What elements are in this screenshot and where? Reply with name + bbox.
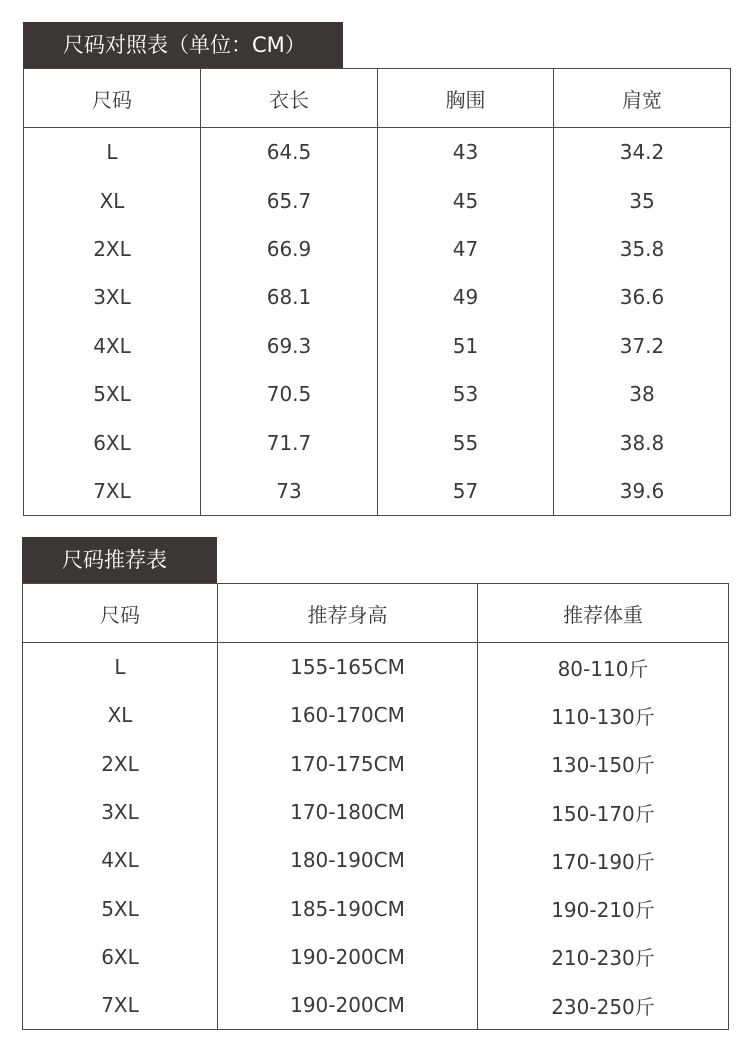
table-row [23, 933, 729, 981]
column-header: 尺码 [23, 584, 218, 643]
table-cell: 2XL [24, 225, 201, 273]
table-cell: 210-230斤 [478, 933, 729, 981]
table-header-row [23, 584, 729, 643]
table-cell: 66.9 [201, 225, 378, 273]
table-cell: 190-200CM [218, 981, 478, 1030]
table-cell: 36.6 [554, 273, 731, 321]
table-row [23, 884, 729, 932]
table-row [24, 273, 731, 321]
table-cell: 57 [378, 467, 554, 516]
table-cell: 160-170CM [218, 691, 478, 739]
table-cell: 6XL [23, 933, 218, 981]
size-chart-title: 尺码对照表（单位：CM） [23, 22, 343, 68]
table-cell: 4XL [23, 836, 218, 884]
table-cell: 170-175CM [218, 740, 478, 788]
column-header: 推荐体重 [478, 584, 729, 643]
table-header-row [24, 69, 731, 128]
table-cell: 45 [378, 176, 554, 224]
table-cell: 55 [378, 418, 554, 466]
table-cell: 5XL [23, 884, 218, 932]
table-row [23, 643, 729, 692]
table-row [23, 836, 729, 884]
table-cell: XL [24, 176, 201, 224]
table-row [23, 740, 729, 788]
column-header: 推荐身高 [218, 584, 478, 643]
table-row [23, 788, 729, 836]
recommend-chart-title: 尺码推荐表 [22, 537, 217, 583]
table-cell: 53 [378, 370, 554, 418]
table-row [24, 467, 731, 516]
table-cell: 69.3 [201, 322, 378, 370]
table-cell: 73 [201, 467, 378, 516]
table-cell: 110-130斤 [478, 691, 729, 739]
recommend-chart-table [22, 583, 729, 1030]
table-cell: 51 [378, 322, 554, 370]
table-cell: 43 [378, 128, 554, 177]
column-header: 尺码 [24, 69, 201, 128]
column-header: 肩宽 [554, 69, 731, 128]
table-cell: 180-190CM [218, 836, 478, 884]
table-row [24, 418, 731, 466]
table-cell: 80-110斤 [478, 643, 729, 692]
table-cell: 2XL [23, 740, 218, 788]
recommend-chart-body [23, 643, 729, 1030]
table-cell: 190-210斤 [478, 884, 729, 932]
table-row [24, 176, 731, 224]
table-cell: 37.2 [554, 322, 731, 370]
table-row [23, 981, 729, 1030]
table-cell: 71.7 [201, 418, 378, 466]
table-row [24, 322, 731, 370]
table-cell: 35.8 [554, 225, 731, 273]
table-cell: 7XL [24, 467, 201, 516]
size-chart-body [24, 128, 731, 516]
table-cell: 39.6 [554, 467, 731, 516]
table-cell: 49 [378, 273, 554, 321]
table-cell: 150-170斤 [478, 788, 729, 836]
table-cell: 34.2 [554, 128, 731, 177]
table-cell: 155-165CM [218, 643, 478, 692]
column-header: 衣长 [201, 69, 378, 128]
table-cell: 64.5 [201, 128, 378, 177]
table-cell: 47 [378, 225, 554, 273]
table-cell: L [24, 128, 201, 177]
table-cell: 68.1 [201, 273, 378, 321]
table-cell: 170-190斤 [478, 836, 729, 884]
table-cell: 6XL [24, 418, 201, 466]
table-cell: 38 [554, 370, 731, 418]
table-cell: 130-150斤 [478, 740, 729, 788]
table-cell: 35 [554, 176, 731, 224]
column-header: 胸围 [378, 69, 554, 128]
table-cell: L [23, 643, 218, 692]
size-chart-table [23, 68, 731, 516]
table-cell: 230-250斤 [478, 981, 729, 1030]
table-cell: XL [23, 691, 218, 739]
table-cell: 3XL [24, 273, 201, 321]
table-cell: 65.7 [201, 176, 378, 224]
table-cell: 3XL [23, 788, 218, 836]
table-cell: 38.8 [554, 418, 731, 466]
table-cell: 7XL [23, 981, 218, 1030]
table-cell: 4XL [24, 322, 201, 370]
table-row [24, 370, 731, 418]
table-cell: 185-190CM [218, 884, 478, 932]
table-row [24, 225, 731, 273]
table-cell: 170-180CM [218, 788, 478, 836]
table-cell: 70.5 [201, 370, 378, 418]
table-row [24, 128, 731, 177]
table-cell: 5XL [24, 370, 201, 418]
table-row [23, 691, 729, 739]
table-cell: 190-200CM [218, 933, 478, 981]
